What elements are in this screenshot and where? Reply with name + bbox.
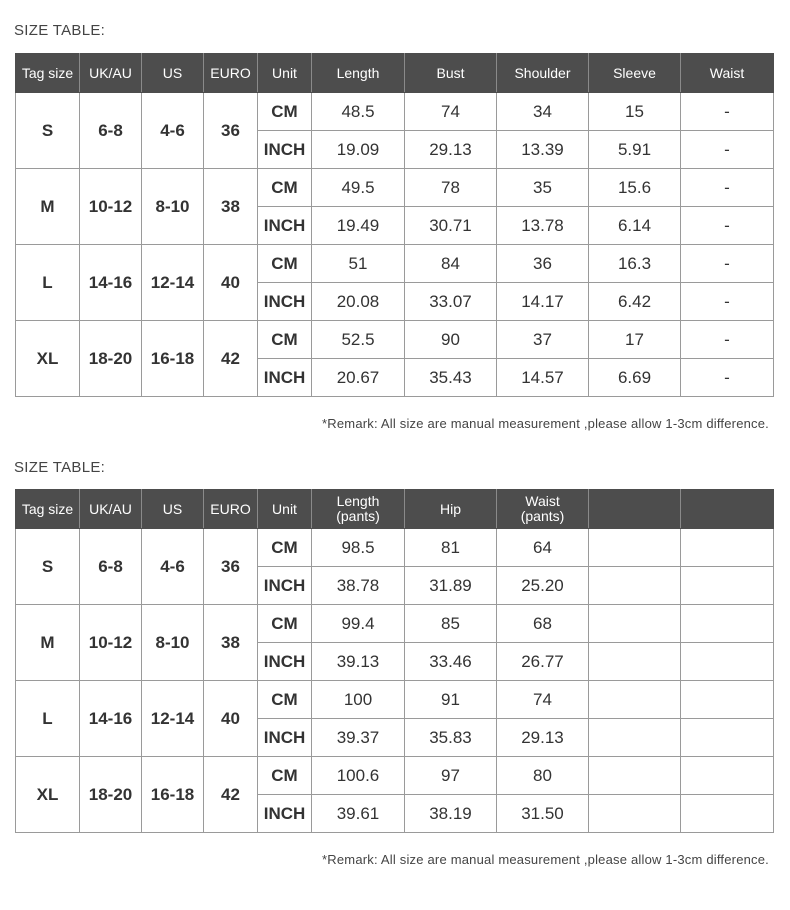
uk-au-cell: 18-20 xyxy=(80,757,142,833)
measurement-cell xyxy=(681,567,774,605)
measurement-cell: 49.5 xyxy=(312,169,405,207)
measurement-cell: 35.83 xyxy=(405,719,497,757)
table-row xyxy=(16,245,774,283)
measurement-cell: - xyxy=(681,169,774,207)
measurement-cell: 81 xyxy=(405,529,497,567)
measurement-cell: 15.6 xyxy=(589,169,681,207)
unit-cell: INCH xyxy=(258,567,312,605)
column-header xyxy=(681,490,774,529)
euro-size-cell: 38 xyxy=(204,605,258,681)
unit-cell: CM xyxy=(258,529,312,567)
measurement-cell xyxy=(589,643,681,681)
measurement-cell: 38.19 xyxy=(405,795,497,833)
measurement-cell: 16.3 xyxy=(589,245,681,283)
us-size-cell: 8-10 xyxy=(142,605,204,681)
unit-cell: CM xyxy=(258,321,312,359)
header-row xyxy=(16,54,774,93)
uk-au-cell: 6-8 xyxy=(80,529,142,605)
column-header: Unit xyxy=(258,490,312,529)
unit-cell: CM xyxy=(258,169,312,207)
us-size-cell: 12-14 xyxy=(142,681,204,757)
measurement-cell: 31.89 xyxy=(405,567,497,605)
unit-cell: INCH xyxy=(258,283,312,321)
unit-cell: CM xyxy=(258,245,312,283)
column-header: UK/AU xyxy=(80,490,142,529)
measurement-cell xyxy=(681,605,774,643)
table-row xyxy=(16,681,774,719)
measurement-cell: 39.61 xyxy=(312,795,405,833)
measurement-cell: 37 xyxy=(497,321,589,359)
euro-size-cell: 42 xyxy=(204,321,258,397)
measurement-cell: 33.07 xyxy=(405,283,497,321)
remark-1: *Remark: All size are manual measurement ,please allow 1-3cm difference. xyxy=(322,416,769,431)
us-size-cell: 4-6 xyxy=(142,93,204,169)
tag-size-cell: M xyxy=(16,169,80,245)
column-header: US xyxy=(142,490,204,529)
euro-size-cell: 40 xyxy=(204,245,258,321)
measurement-cell: 36 xyxy=(497,245,589,283)
uk-au-cell: 6-8 xyxy=(80,93,142,169)
table-row xyxy=(16,321,774,359)
measurement-cell: 20.08 xyxy=(312,283,405,321)
unit-cell: INCH xyxy=(258,359,312,397)
size-table-2-title: SIZE TABLE: xyxy=(14,459,106,476)
measurement-cell xyxy=(681,795,774,833)
euro-size-cell: 36 xyxy=(204,529,258,605)
us-size-cell: 16-18 xyxy=(142,321,204,397)
us-size-cell: 4-6 xyxy=(142,529,204,605)
column-header: UK/AU xyxy=(80,54,142,93)
measurement-cell: 13.78 xyxy=(497,207,589,245)
unit-cell: CM xyxy=(258,93,312,131)
measurement-cell: 34 xyxy=(497,93,589,131)
column-header: Length xyxy=(312,54,405,93)
column-header: Sleeve xyxy=(589,54,681,93)
measurement-cell: 6.14 xyxy=(589,207,681,245)
uk-au-cell: 10-12 xyxy=(80,605,142,681)
measurement-cell: - xyxy=(681,131,774,169)
measurement-cell: 99.4 xyxy=(312,605,405,643)
measurement-cell xyxy=(589,795,681,833)
measurement-cell: 98.5 xyxy=(312,529,405,567)
tag-size-cell: XL xyxy=(16,757,80,833)
us-size-cell: 8-10 xyxy=(142,169,204,245)
measurement-cell xyxy=(589,529,681,567)
measurement-cell xyxy=(681,529,774,567)
measurement-cell: 84 xyxy=(405,245,497,283)
measurement-cell: 25.20 xyxy=(497,567,589,605)
measurement-cell: - xyxy=(681,207,774,245)
measurement-cell: 30.71 xyxy=(405,207,497,245)
measurement-cell: 31.50 xyxy=(497,795,589,833)
column-header: EURO xyxy=(204,54,258,93)
measurement-cell xyxy=(589,719,681,757)
column-header: US xyxy=(142,54,204,93)
tag-size-cell: XL xyxy=(16,321,80,397)
column-header: Tag size xyxy=(16,490,80,529)
table-row xyxy=(16,93,774,131)
remark-2: *Remark: All size are manual measurement ,please allow 1-3cm difference. xyxy=(322,852,769,867)
measurement-cell: 38.78 xyxy=(312,567,405,605)
measurement-cell xyxy=(681,757,774,795)
measurement-cell: 19.49 xyxy=(312,207,405,245)
column-header xyxy=(589,490,681,529)
measurement-cell: 90 xyxy=(405,321,497,359)
measurement-cell: 15 xyxy=(589,93,681,131)
measurement-cell: 29.13 xyxy=(497,719,589,757)
measurement-cell: 64 xyxy=(497,529,589,567)
euro-size-cell: 38 xyxy=(204,169,258,245)
measurement-cell: 80 xyxy=(497,757,589,795)
measurement-cell: - xyxy=(681,245,774,283)
euro-size-cell: 42 xyxy=(204,757,258,833)
measurement-cell: - xyxy=(681,93,774,131)
measurement-cell: - xyxy=(681,283,774,321)
measurement-cell xyxy=(681,643,774,681)
measurement-cell: 100.6 xyxy=(312,757,405,795)
measurement-cell xyxy=(589,605,681,643)
column-header: Tag size xyxy=(16,54,80,93)
measurement-cell: 14.57 xyxy=(497,359,589,397)
column-header: Waist xyxy=(681,54,774,93)
measurement-cell: 68 xyxy=(497,605,589,643)
measurement-cell: 85 xyxy=(405,605,497,643)
column-header: EURO xyxy=(204,490,258,529)
unit-cell: CM xyxy=(258,605,312,643)
tag-size-cell: L xyxy=(16,245,80,321)
size-table-1 xyxy=(15,53,774,397)
measurement-cell: 20.67 xyxy=(312,359,405,397)
tag-size-cell: S xyxy=(16,529,80,605)
measurement-cell: 14.17 xyxy=(497,283,589,321)
measurement-cell: 33.46 xyxy=(405,643,497,681)
measurement-cell: 6.69 xyxy=(589,359,681,397)
table-row xyxy=(16,757,774,795)
euro-size-cell: 40 xyxy=(204,681,258,757)
measurement-cell: 39.37 xyxy=(312,719,405,757)
unit-cell: CM xyxy=(258,681,312,719)
column-header: Shoulder xyxy=(497,54,589,93)
size-table-1-title: SIZE TABLE: xyxy=(14,22,106,39)
measurement-cell xyxy=(681,719,774,757)
measurement-cell: 51 xyxy=(312,245,405,283)
measurement-cell: 39.13 xyxy=(312,643,405,681)
measurement-cell: 26.77 xyxy=(497,643,589,681)
column-header: Bust xyxy=(405,54,497,93)
column-header: Unit xyxy=(258,54,312,93)
measurement-cell: 13.39 xyxy=(497,131,589,169)
measurement-cell: 19.09 xyxy=(312,131,405,169)
column-header: Length (pants) xyxy=(312,490,405,529)
measurement-cell: - xyxy=(681,321,774,359)
measurement-cell xyxy=(681,681,774,719)
unit-cell: CM xyxy=(258,757,312,795)
uk-au-cell: 14-16 xyxy=(80,681,142,757)
measurement-cell: 17 xyxy=(589,321,681,359)
uk-au-cell: 18-20 xyxy=(80,321,142,397)
measurement-cell: 97 xyxy=(405,757,497,795)
measurement-cell: 35 xyxy=(497,169,589,207)
table-row xyxy=(16,529,774,567)
unit-cell: INCH xyxy=(258,643,312,681)
measurement-cell: 48.5 xyxy=(312,93,405,131)
header-row xyxy=(16,490,774,529)
tag-size-cell: M xyxy=(16,605,80,681)
measurement-cell: 5.91 xyxy=(589,131,681,169)
measurement-cell: 74 xyxy=(497,681,589,719)
measurement-cell: 91 xyxy=(405,681,497,719)
measurement-cell: 52.5 xyxy=(312,321,405,359)
measurement-cell xyxy=(589,567,681,605)
unit-cell: INCH xyxy=(258,795,312,833)
tag-size-cell: S xyxy=(16,93,80,169)
euro-size-cell: 36 xyxy=(204,93,258,169)
measurement-cell: - xyxy=(681,359,774,397)
table-row xyxy=(16,605,774,643)
measurement-cell: 78 xyxy=(405,169,497,207)
measurement-cell xyxy=(589,757,681,795)
measurement-cell: 100 xyxy=(312,681,405,719)
uk-au-cell: 14-16 xyxy=(80,245,142,321)
measurement-cell xyxy=(589,681,681,719)
unit-cell: INCH xyxy=(258,131,312,169)
column-header: Waist (pants) xyxy=(497,490,589,529)
unit-cell: INCH xyxy=(258,207,312,245)
us-size-cell: 16-18 xyxy=(142,757,204,833)
measurement-cell: 29.13 xyxy=(405,131,497,169)
uk-au-cell: 10-12 xyxy=(80,169,142,245)
table-row xyxy=(16,169,774,207)
us-size-cell: 12-14 xyxy=(142,245,204,321)
measurement-cell: 35.43 xyxy=(405,359,497,397)
measurement-cell: 74 xyxy=(405,93,497,131)
column-header: Hip xyxy=(405,490,497,529)
size-table-2 xyxy=(15,489,774,833)
unit-cell: INCH xyxy=(258,719,312,757)
measurement-cell: 6.42 xyxy=(589,283,681,321)
tag-size-cell: L xyxy=(16,681,80,757)
